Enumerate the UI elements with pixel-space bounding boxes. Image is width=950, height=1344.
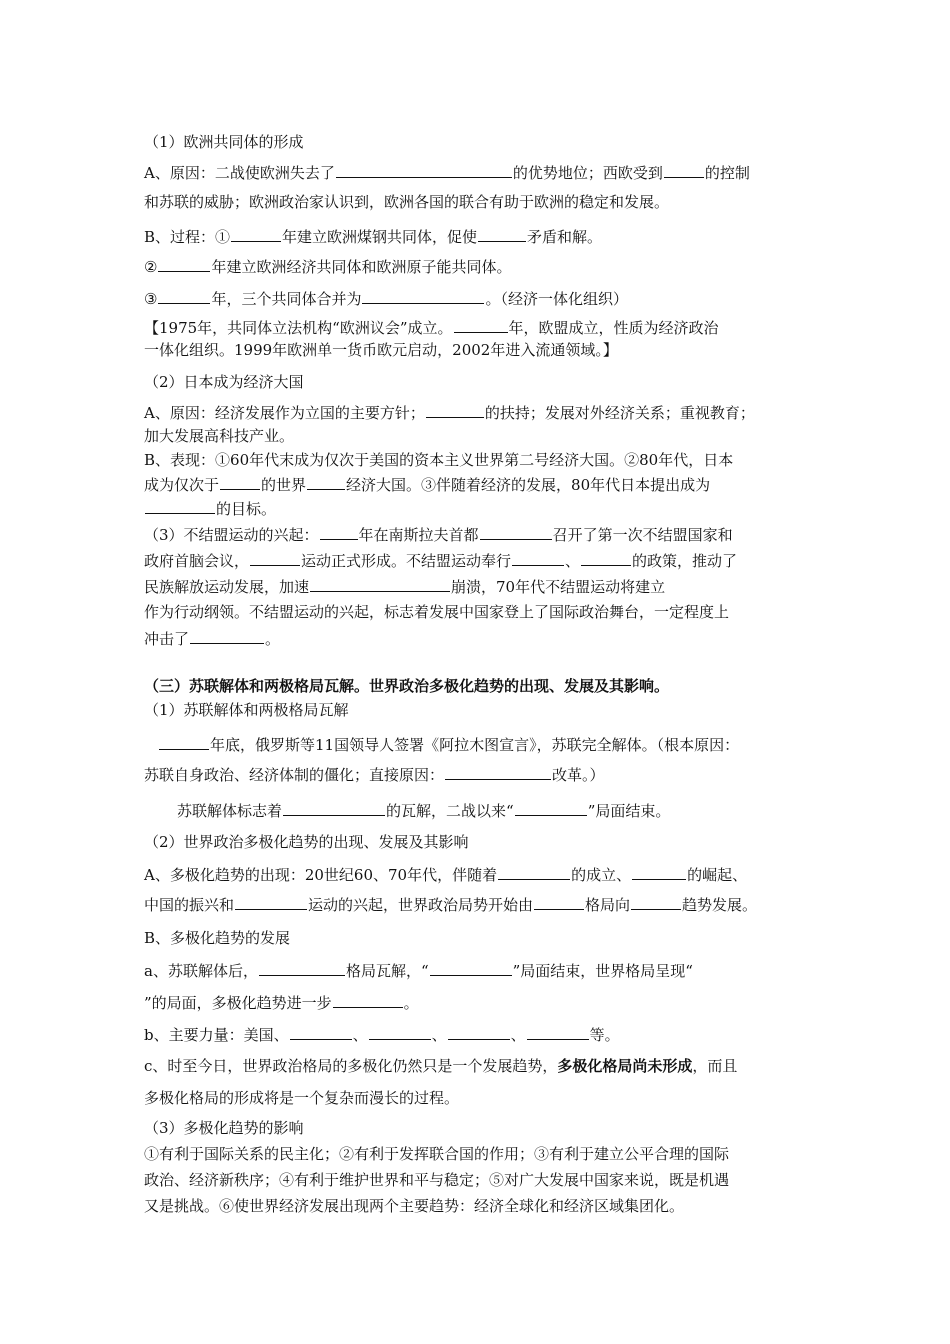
- answer-blank[interactable]: [631, 894, 681, 910]
- answer-blank[interactable]: [259, 960, 345, 976]
- answer-blank[interactable]: [310, 576, 450, 592]
- answer-blank[interactable]: [448, 1024, 510, 1040]
- answer-blank[interactable]: [430, 960, 512, 976]
- ussr-line-1: 年底，俄罗斯等11国领导人签署《阿拉木图宣言》，苏联完全解体。（根本原因：: [158, 734, 739, 755]
- ec-process-line-2: ② 年建立欧洲经济共同体和欧洲原子能共同体。: [144, 258, 512, 276]
- japan-cause-line-2: 加大发展高科技产业。: [144, 427, 295, 445]
- answer-blank[interactable]: [320, 524, 358, 540]
- ec-cause-line-1: A、原因：二战使欧洲失去了 的优势地位；西欧受到 的控制: [144, 164, 750, 182]
- impact-line-2: 政治、经济新秩序；④有利于维护世界和平与稳定；⑤对广大发展中国家来说，既是机遇: [144, 1171, 730, 1189]
- answer-blank[interactable]: [235, 894, 307, 910]
- japan-show-line-3: 的目标。: [144, 498, 276, 519]
- answer-blank[interactable]: [515, 800, 587, 816]
- answer-blank[interactable]: [445, 764, 551, 780]
- answer-blank[interactable]: [478, 226, 526, 242]
- multipolar-line-3: B、多极化趋势的发展: [144, 929, 291, 947]
- section-title-japan: （2）日本成为经济大国: [144, 373, 304, 391]
- impact-line-3: 又是挑战。⑥使世界经济发展出现两个主要趋势：经济全球化和经济区域集团化。: [144, 1197, 685, 1215]
- ec-note-line-2: 一体化组织。1999年欧洲单一货币欧元启动，2002年进入流通领域。】: [144, 341, 618, 359]
- answer-blank[interactable]: [333, 992, 403, 1008]
- answer-blank[interactable]: [480, 524, 552, 540]
- nam-line-2: 政府首脑会议， 运动正式形成。不结盟运动奉行 、 的政策，推动了: [144, 552, 738, 570]
- ec-process-line-3: ③ 年，三个共同体合并为 。（经济一体化组织）: [144, 290, 628, 308]
- answer-blank[interactable]: [250, 550, 300, 566]
- multipolar-line-5: ”的局面，多极化趋势进一步 。: [144, 994, 419, 1012]
- multipolar-line-8: 多极化格局的形成将是一个复杂而漫长的过程。: [144, 1089, 460, 1107]
- answer-blank[interactable]: [336, 162, 512, 178]
- answer-blank[interactable]: [290, 1024, 352, 1040]
- answer-blank[interactable]: [454, 317, 508, 333]
- answer-blank[interactable]: [632, 864, 686, 880]
- multipolar-line-7: c、时至今日，世界政治格局的多极化仍然只是一个发展趋势，多极化格局尚未形成，而且: [144, 1057, 738, 1075]
- answer-blank[interactable]: [527, 1024, 589, 1040]
- answer-blank[interactable]: [369, 1024, 431, 1040]
- answer-blank[interactable]: [145, 498, 215, 514]
- nam-line-1: （3）不结盟运动的兴起： 年在南斯拉夫首都 召开了第一次不结盟国家和: [144, 526, 733, 544]
- answer-blank[interactable]: [498, 864, 570, 880]
- japan-show-line-2: 成为仅次于 的世界 经济大国。③伴随着经济的发展，80年代日本提出成为: [144, 476, 711, 494]
- answer-blank[interactable]: [158, 288, 210, 304]
- section-title-impact: （3）多极化趋势的影响: [144, 1119, 304, 1137]
- ussr-line-3: 苏联解体标志着 的瓦解，二战以来“ ”局面结束。: [177, 802, 671, 820]
- answer-blank[interactable]: [307, 474, 345, 490]
- answer-blank[interactable]: [362, 288, 484, 304]
- ec-process-line-1: B、过程：① 年建立欧洲煤钢共同体，促使 矛盾和解。: [144, 228, 603, 246]
- ec-cause-line-2: 和苏联的威胁；欧洲政治家认识到，欧洲各国的联合有助于欧洲的稳定和发展。: [144, 193, 670, 211]
- answer-blank[interactable]: [158, 256, 210, 272]
- multipolar-line-6: b、主要力量：美国、 、 、 、 等。: [144, 1026, 620, 1044]
- multipolar-line-2: 中国的振兴和 运动的兴起，世界政治局势开始由 格局向 趋势发展。: [144, 896, 758, 914]
- impact-line-1: ①有利于国际关系的民主化；②有利于发挥联合国的作用；③有利于建立公平合理的国际: [144, 1145, 730, 1163]
- answer-blank[interactable]: [581, 550, 631, 566]
- section-title-ussr: （1）苏联解体和两极格局瓦解: [144, 701, 349, 719]
- ec-note-line-1: 【1975年，共同体立法机构“欧洲议会”成立。 年，欧盟成立，性质为经济政治: [144, 319, 719, 337]
- answer-blank[interactable]: [190, 628, 264, 644]
- answer-blank[interactable]: [534, 894, 584, 910]
- nam-line-3: 民族解放运动发展，加速 崩溃，70年代不结盟运动将建立: [144, 578, 666, 596]
- ussr-line-2: 苏联自身政治、经济体制的僵化；直接原因： 改革。）: [144, 766, 605, 784]
- japan-cause-line-1: A、原因：经济发展作为立国的主要方针； 的扶持；发展对外经济关系；重视教育；: [144, 404, 755, 422]
- japan-show-line-1: B、表现：①60年代末成为仅次于美国的资本主义世界第二号经济大国。②80年代，日本: [144, 451, 734, 469]
- answer-blank[interactable]: [220, 474, 260, 490]
- answer-blank[interactable]: [664, 162, 704, 178]
- nam-line-5: 冲击了 。: [144, 630, 281, 648]
- answer-blank[interactable]: [231, 226, 281, 242]
- answer-blank[interactable]: [512, 550, 564, 566]
- section-title-ec: （1）欧洲共同体的形成: [144, 133, 304, 151]
- part3-heading: （三）苏联解体和两极格局瓦解。世界政治多极化趋势的出现、发展及其影响。: [144, 677, 670, 695]
- section-title-multipolar: （2）世界政治多极化趋势的出现、发展及其影响: [144, 833, 469, 851]
- answer-blank[interactable]: [426, 402, 484, 418]
- answer-blank[interactable]: [283, 800, 385, 816]
- multipolar-line-1: A、多极化趋势的出现：20世纪60、70年代，伴随着 的成立、 的崛起、: [144, 866, 748, 884]
- nam-line-4: 作为行动纲领。不结盟运动的兴起，标志着发展中国家登上了国际政治舞台，一定程度上: [144, 603, 730, 621]
- multipolar-line-4: a、苏联解体后， 格局瓦解，“ ”局面结束，世界格局呈现“: [144, 962, 693, 980]
- answer-blank[interactable]: [159, 734, 209, 750]
